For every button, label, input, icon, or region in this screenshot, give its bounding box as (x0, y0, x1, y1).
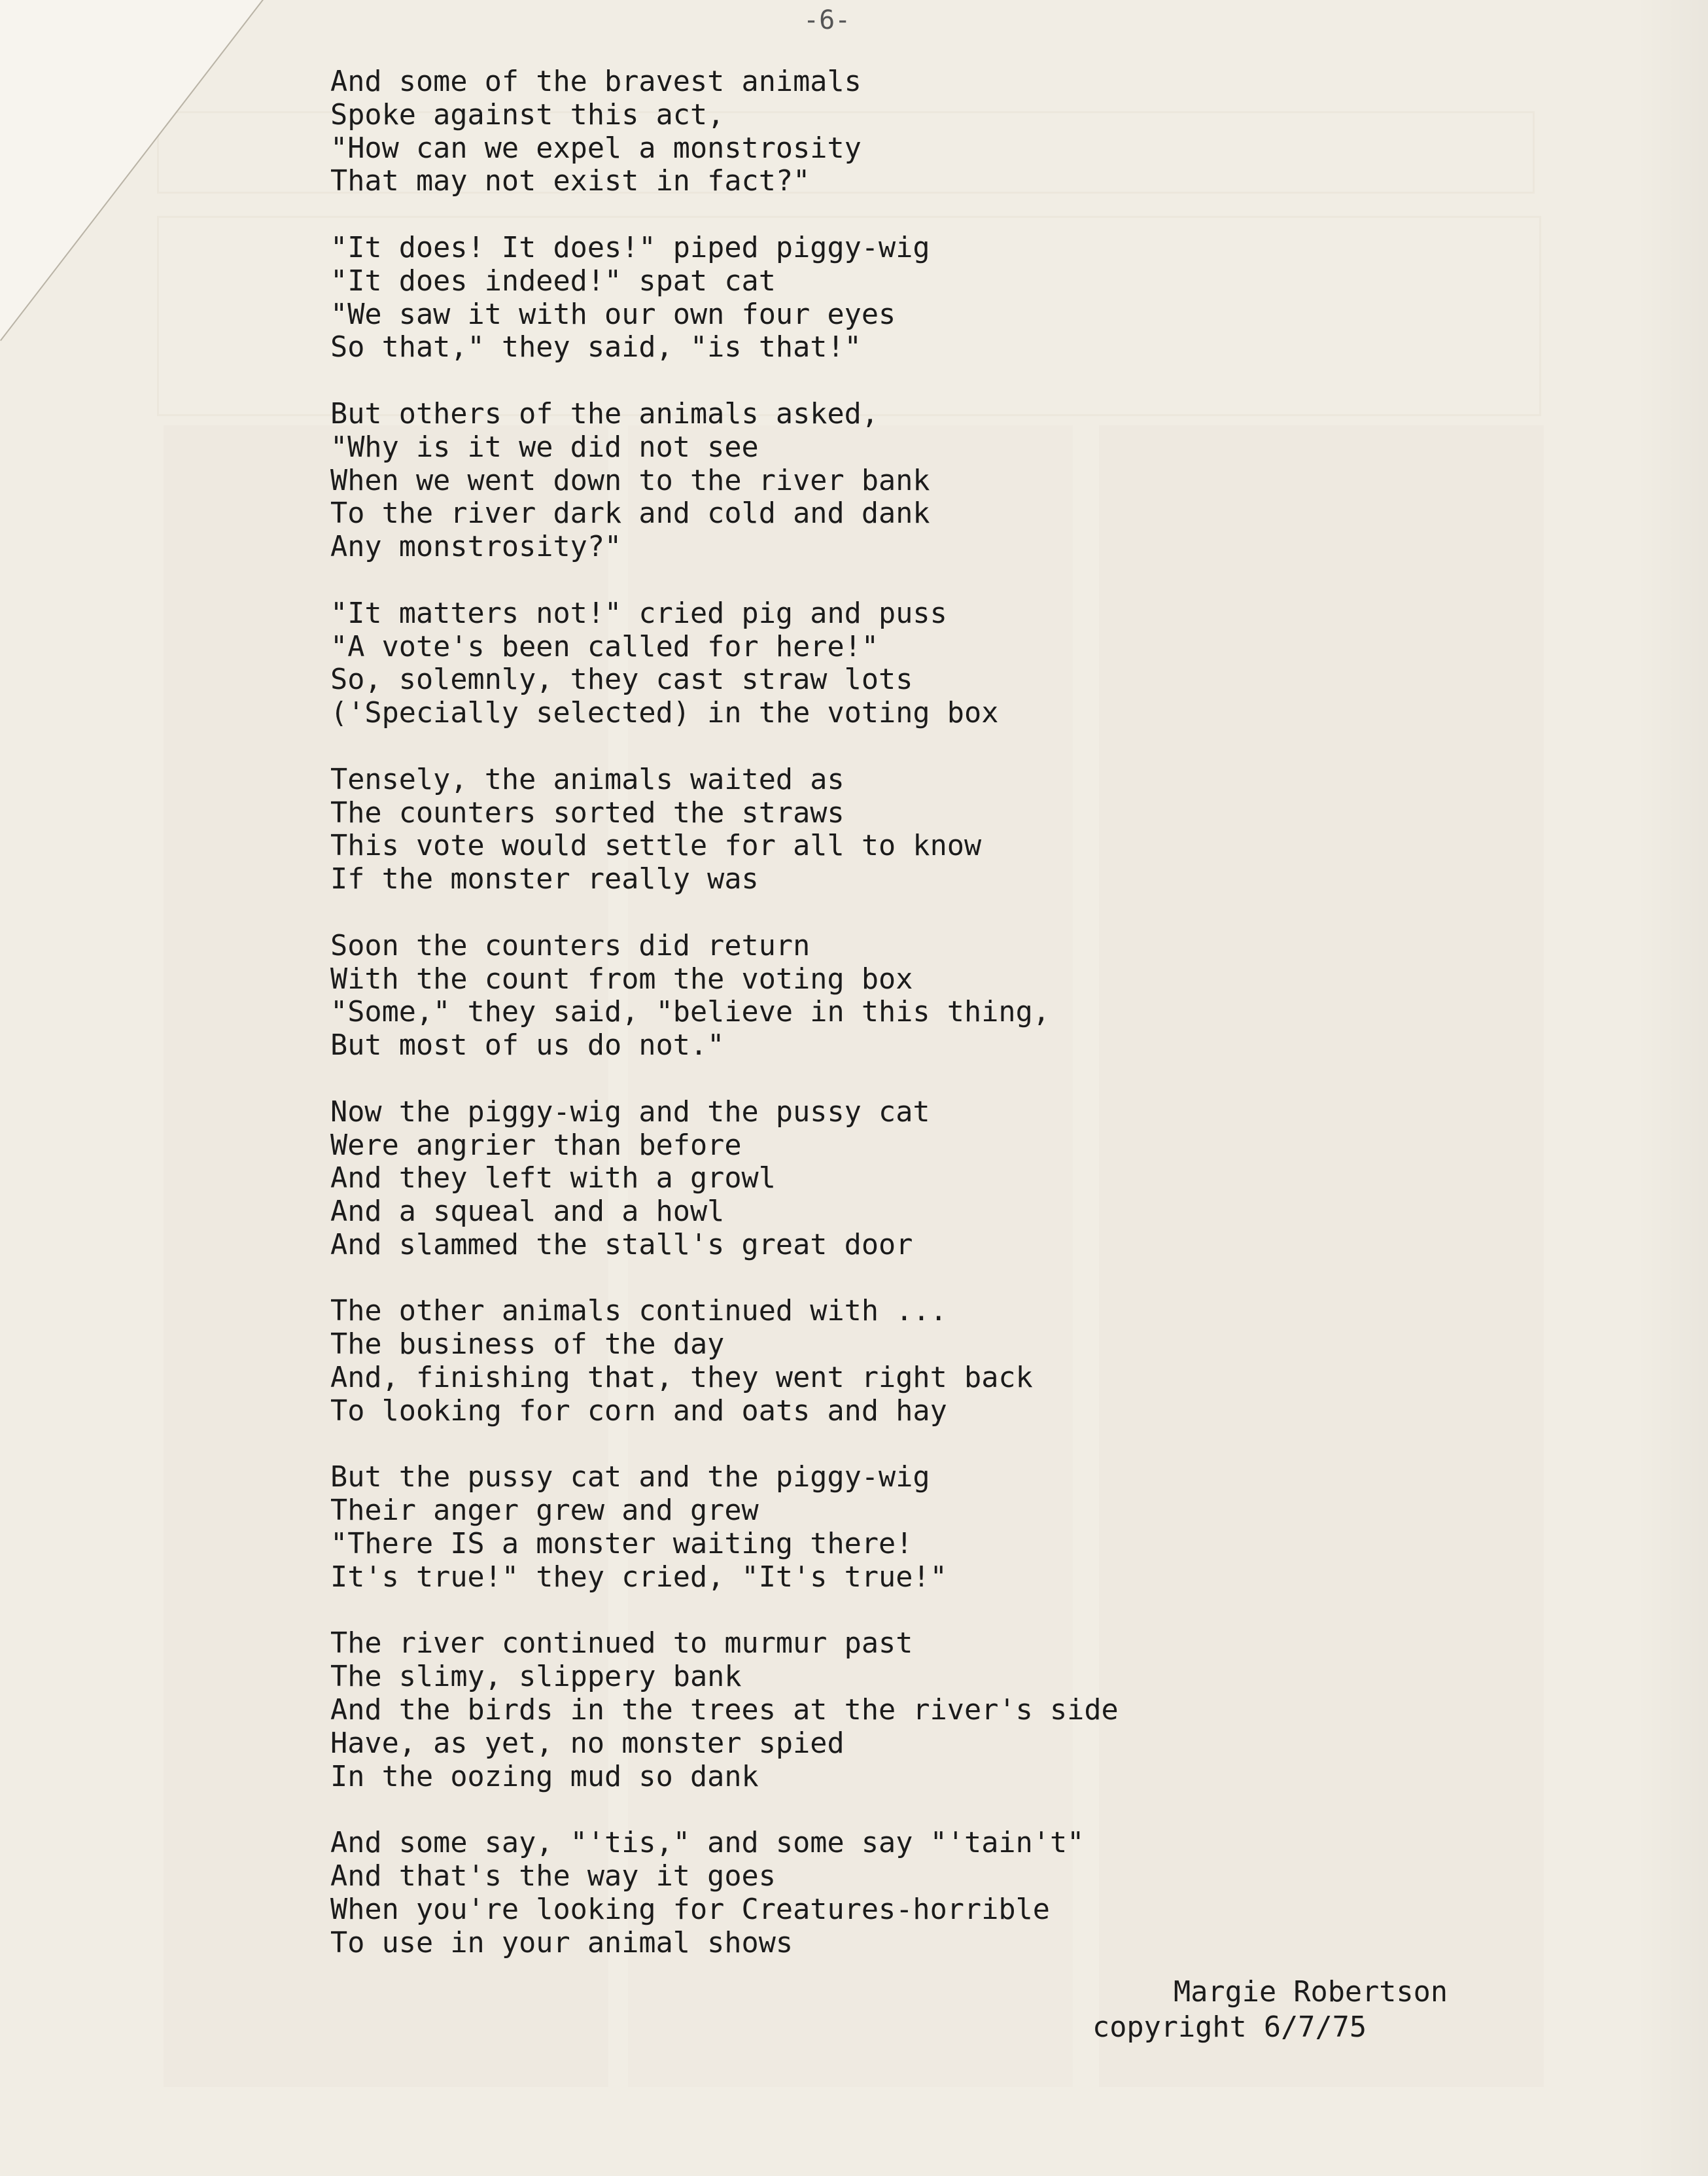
poem-stanza (330, 1627, 1119, 1793)
poem-line: It's true!" they cried, "It's true!" (330, 1560, 947, 1594)
poem-line: When we went down to the river bank (330, 464, 930, 497)
author-name: Margie Robertson (1174, 1976, 1448, 2009)
poem-line: "Why is it we did not see (330, 430, 759, 464)
poem-line: So that," they said, "is that!" (330, 331, 862, 364)
poem-line: And slammed the stall's great door (330, 1228, 913, 1261)
poem-line: Have, as yet, no monster spied (330, 1727, 845, 1760)
poem-line: The slimy, slippery bank (330, 1660, 742, 1694)
poem-line: When you're looking for Creatures-horrible (330, 1893, 1050, 1926)
poem-stanza (330, 1827, 1119, 1959)
poem-line: But most of us do not." (330, 1029, 725, 1062)
poem-line: That may not exist in fact?" (330, 165, 810, 198)
signature-block (1092, 1974, 1448, 2045)
poem-line: This vote would settle for all to know (330, 830, 982, 863)
poem-stanza (330, 232, 1119, 364)
poem-line: But the pussy cat and the piggy-wig (330, 1461, 930, 1494)
poem-line: And they left with a growl (330, 1162, 776, 1195)
poem-line: So, solemnly, they cast straw lots (330, 663, 913, 697)
poem-line: And, finishing that, they went right back (330, 1361, 1033, 1395)
poem-line: "It does! It does!" piped piggy-wig (330, 231, 930, 264)
copyright-line: copyright 6/7/75 (1092, 2011, 1367, 2044)
poem-stanza (330, 597, 1119, 730)
bleed-through-column (1099, 425, 1544, 2087)
poem-line: "A vote's been called for here!" (330, 630, 879, 663)
poem-line: "It does indeed!" spat cat (330, 264, 776, 298)
poem-line: Tensely, the animals waited as (330, 763, 845, 796)
poem-line: If the monster really was (330, 863, 759, 896)
page-number: -6- (803, 5, 851, 35)
poem-line: And a squeal and a howl (330, 1195, 725, 1229)
poem-stanza (330, 398, 1119, 564)
poem-line: "We saw it with our own four eyes (330, 298, 896, 331)
poem-line: But others of the animals asked, (330, 397, 879, 430)
poem (330, 65, 1119, 1993)
poem-line: "There IS a monster waiting there! (330, 1528, 913, 1561)
poem-line: To the river dark and cold and dank (330, 497, 930, 531)
poem-line: The other animals continued with ... (330, 1295, 947, 1328)
poem-line: The counters sorted the straws (330, 796, 845, 830)
poem-line: Spoke against this act, (330, 98, 725, 132)
poem-line: Any monstrosity?" (330, 531, 622, 564)
poem-line: And that's the way it goes (330, 1860, 776, 1893)
poem-line: And some say, "'tis," and some say "'tain't" (330, 1827, 1085, 1860)
poem-stanza (330, 1096, 1119, 1262)
poem-line: The business of the day (330, 1328, 725, 1361)
poem-line: Soon the counters did return (330, 929, 810, 962)
poem-line: "Some," they said, "believe in this thing, (330, 996, 1050, 1029)
poem-line: Their anger grew and grew (330, 1494, 759, 1528)
poem-line: "How can we expel a monstrosity (330, 132, 862, 165)
poem-line: To looking for corn and oats and hay (330, 1394, 947, 1428)
poem-line: And some of the bravest animals (330, 65, 862, 98)
poem-stanza (330, 1295, 1119, 1428)
poem-line: The river continued to murmur past (330, 1627, 913, 1660)
poem-stanza (330, 1461, 1119, 1594)
poem-line: In the oozing mud so dank (330, 1760, 759, 1793)
poem-line: "It matters not!" cried pig and puss (330, 597, 947, 630)
poem-line: Were angrier than before (330, 1129, 742, 1162)
poem-stanza (330, 763, 1119, 896)
poem-stanza (330, 65, 1119, 198)
poem-line: ('Specially selected) in the voting box (330, 697, 999, 730)
poem-line: With the count from the voting box (330, 962, 913, 996)
poem-line: To use in your animal shows (330, 1926, 793, 1959)
page-edge-shadow (1636, 0, 1708, 2176)
poem-stanza (330, 930, 1119, 1062)
poem-line: And the birds in the trees at the river's side (330, 1694, 1119, 1727)
poem-line: Now the piggy-wig and the pussy cat (330, 1095, 930, 1129)
